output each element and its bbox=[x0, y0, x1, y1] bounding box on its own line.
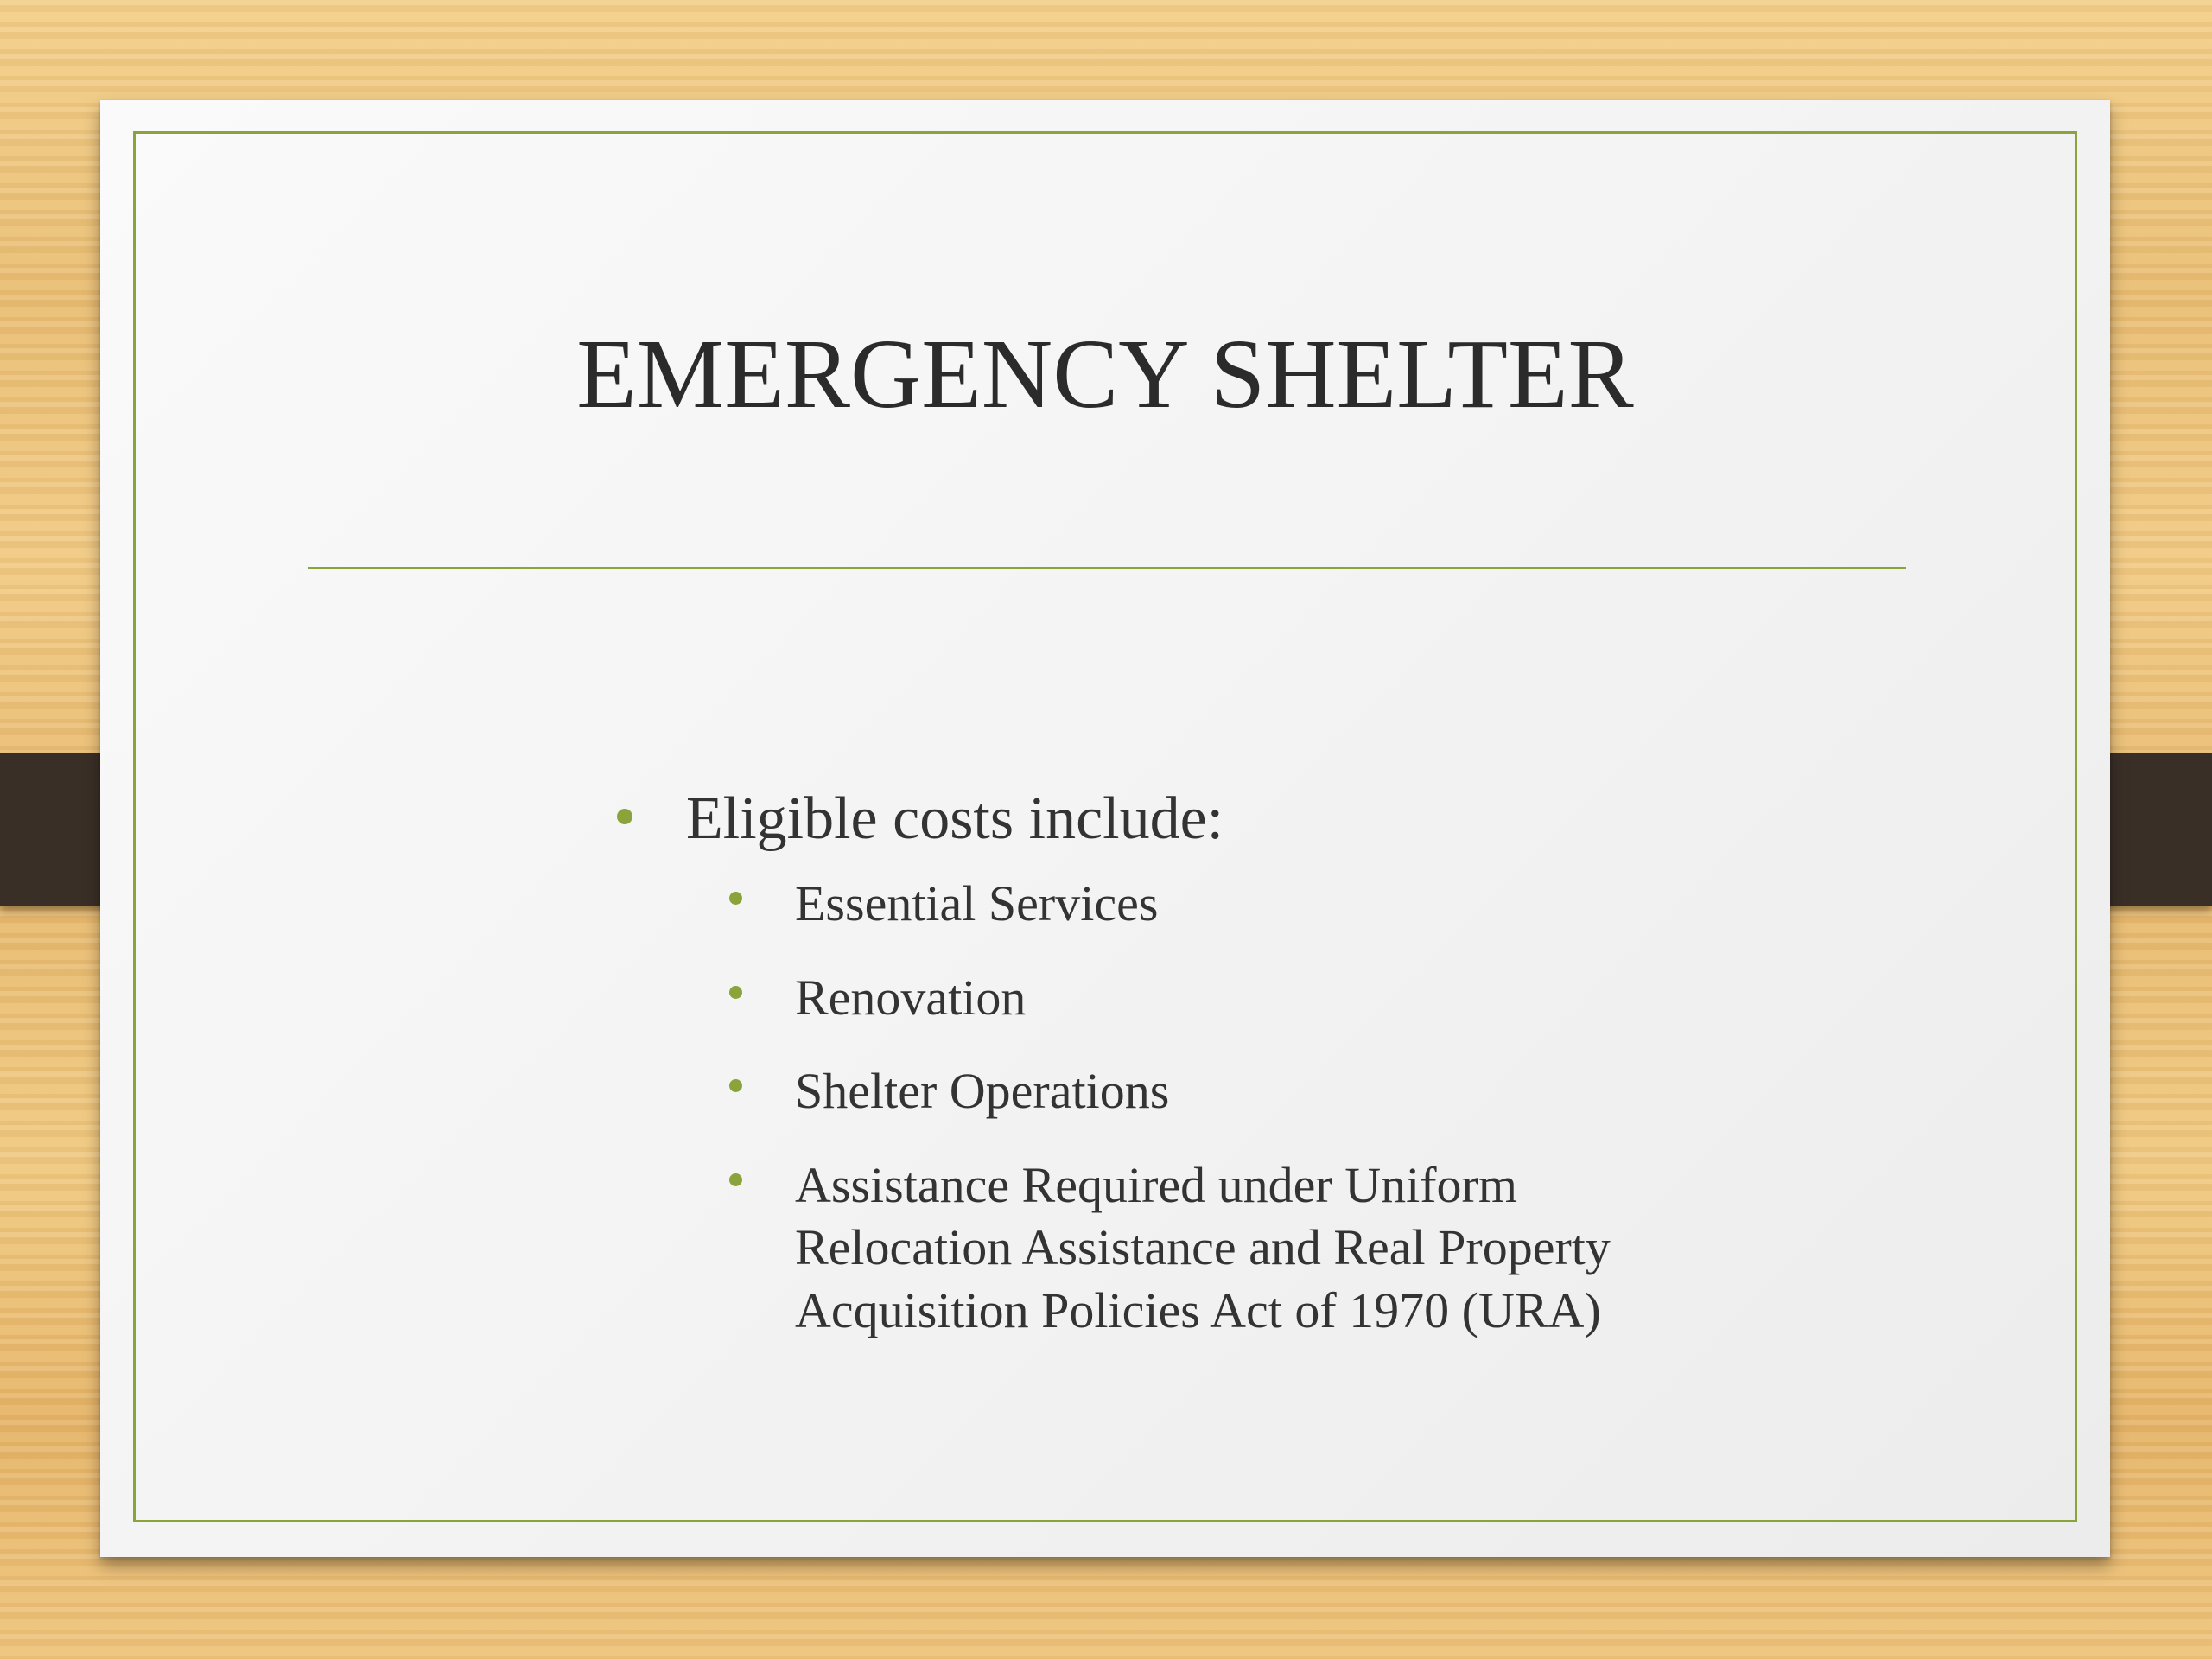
sub-bullet-item bbox=[515, 873, 1811, 936]
bullet-list bbox=[515, 783, 1811, 1373]
bullet-item-eligible-costs bbox=[515, 783, 1811, 855]
sub-bullet-item bbox=[515, 1154, 1745, 1343]
bullet-dot-icon bbox=[729, 892, 742, 905]
sub-bullet-text: Shelter Operations bbox=[795, 1063, 1170, 1119]
sub-bullet-item bbox=[515, 967, 1811, 1030]
sub-bullet-text: Essential Services bbox=[795, 875, 1159, 931]
slide-title: EMERGENCY SHELTER bbox=[576, 319, 1634, 429]
bullet-text: Eligible costs include: bbox=[686, 785, 1224, 852]
bullet-dot-icon bbox=[729, 1173, 742, 1186]
sub-bullet-text: Renovation bbox=[795, 969, 1027, 1026]
bullet-dot-icon bbox=[729, 986, 742, 999]
sub-bullet-item bbox=[515, 1060, 1811, 1123]
sub-bullet-text: Assistance Required under Uniform Relocation Assistance and Real Property Acquisition Policies Act of 1970 (URA) bbox=[795, 1156, 1611, 1338]
slide-card bbox=[100, 100, 2110, 1557]
bullet-dot-icon bbox=[617, 809, 632, 824]
title-divider bbox=[308, 567, 1906, 569]
bullet-dot-icon bbox=[729, 1079, 742, 1092]
